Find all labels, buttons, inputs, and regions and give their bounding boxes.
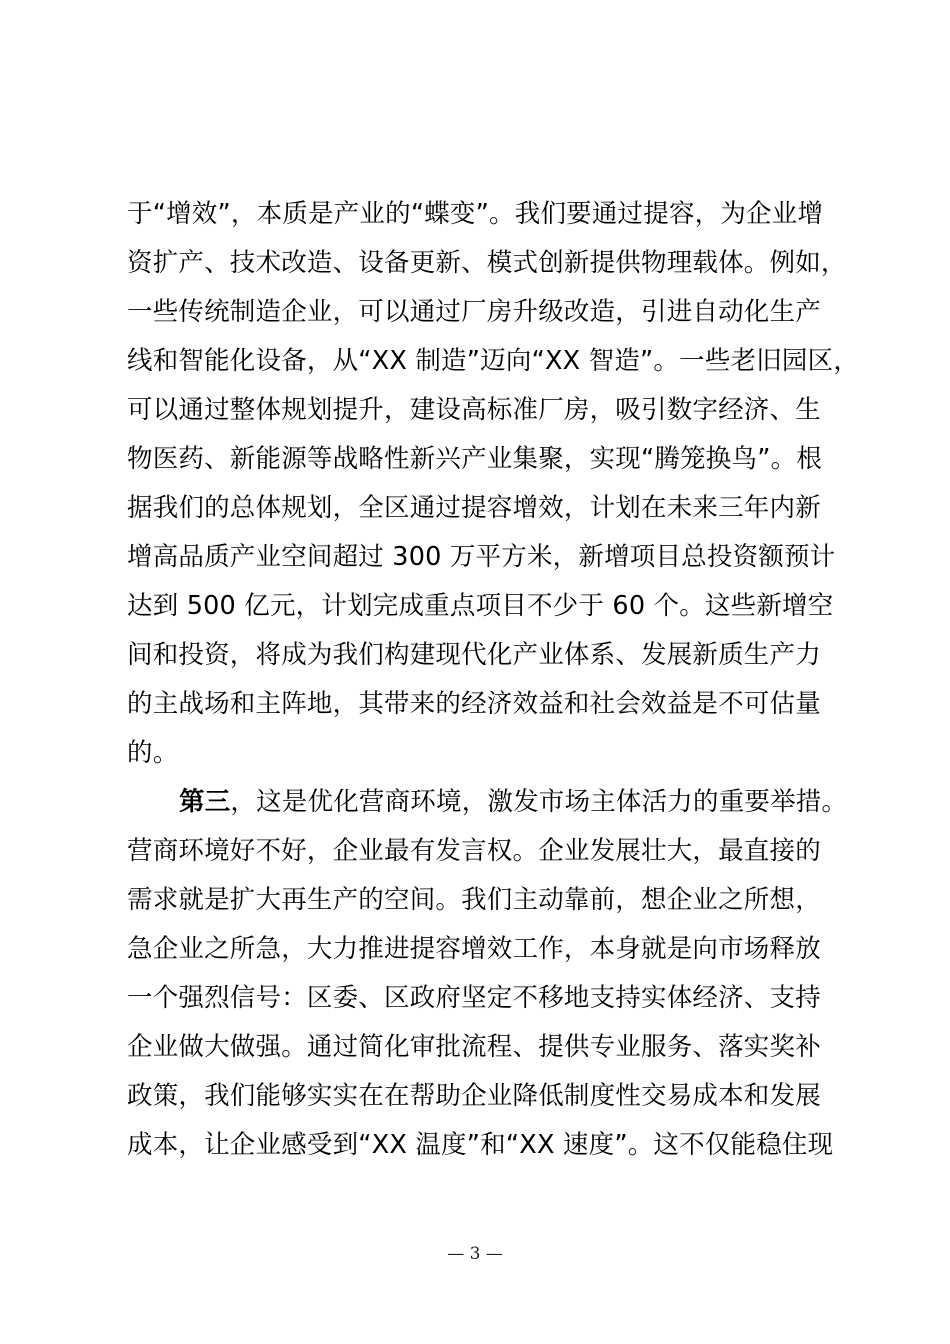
text-line: 线和智能化设备，从“XX 制造”迈向“XX 智造”。一些老旧园区， — [127, 346, 860, 376]
text-line: 急企业之所急，大力推进提容增效工作，本身就是向市场释放 — [127, 934, 821, 964]
paragraph-heading: 第三 — [179, 787, 231, 817]
text-line: 资扩产、技术改造、设备更新、模式创新提供物理载体。例如， — [127, 248, 847, 278]
text-line: 一些传统制造企业，可以通过厂房升级改造，引进自动化生产 — [127, 297, 821, 327]
text-line: 物医药、新能源等战略性新兴产业集聚，实现“腾笼换鸟”。根 — [127, 444, 823, 474]
text-line: 营商环境好不好，企业最有发言权。企业发展壮大，最直接的 — [127, 836, 821, 866]
page-number: — 3 — — [447, 1244, 503, 1264]
text-line: 成本，让企业感受到“XX 温度”和“XX 速度”。这不仅能稳住现 — [127, 1130, 834, 1160]
text-line: 据我们的总体规划，全区通过提容增效，计划在未来三年内新 — [127, 493, 821, 523]
text-line: 可以通过整体规划提升，建设高标准厂房，吸引数字经济、生 — [127, 395, 821, 425]
text-line: 的。 — [127, 738, 179, 768]
text-line: 达到 500 亿元，计划完成重点项目不少于 60 个。这些新增空 — [127, 591, 834, 621]
text-line: 政策，我们能够实实在在帮助企业降低制度性交易成本和发展 — [127, 1081, 821, 1111]
body-text — [127, 190, 860, 1170]
text-line: 间和投资，将成为我们构建现代化产业体系、发展新质生产力 — [127, 640, 821, 670]
text-line: 企业做大做强。通过简化审批流程、提供专业服务、落实奖补 — [127, 1032, 821, 1062]
text-line: 一个强烈信号：区委、区政府坚定不移地支持实体经济、支持 — [127, 983, 821, 1013]
text-line: 需求就是扩大再生产的空间。我们主动靠前，想企业之所想， — [127, 885, 821, 915]
text-line: 增高品质产业空间超过 300 万平方米，新增项目总投资额预计 — [127, 542, 836, 572]
text-line: 于“增效”，本质是产业的“蝶变”。我们要通过提容，为企业增 — [127, 199, 824, 229]
text-line: 的主战场和主阵地，其带来的经济效益和社会效益是不可估量 — [127, 689, 821, 719]
paragraph-first-line-text: ，这是优化营商环境，激发市场主体活力的重要举措。 — [230, 787, 848, 817]
paragraph-first-line — [127, 778, 847, 827]
